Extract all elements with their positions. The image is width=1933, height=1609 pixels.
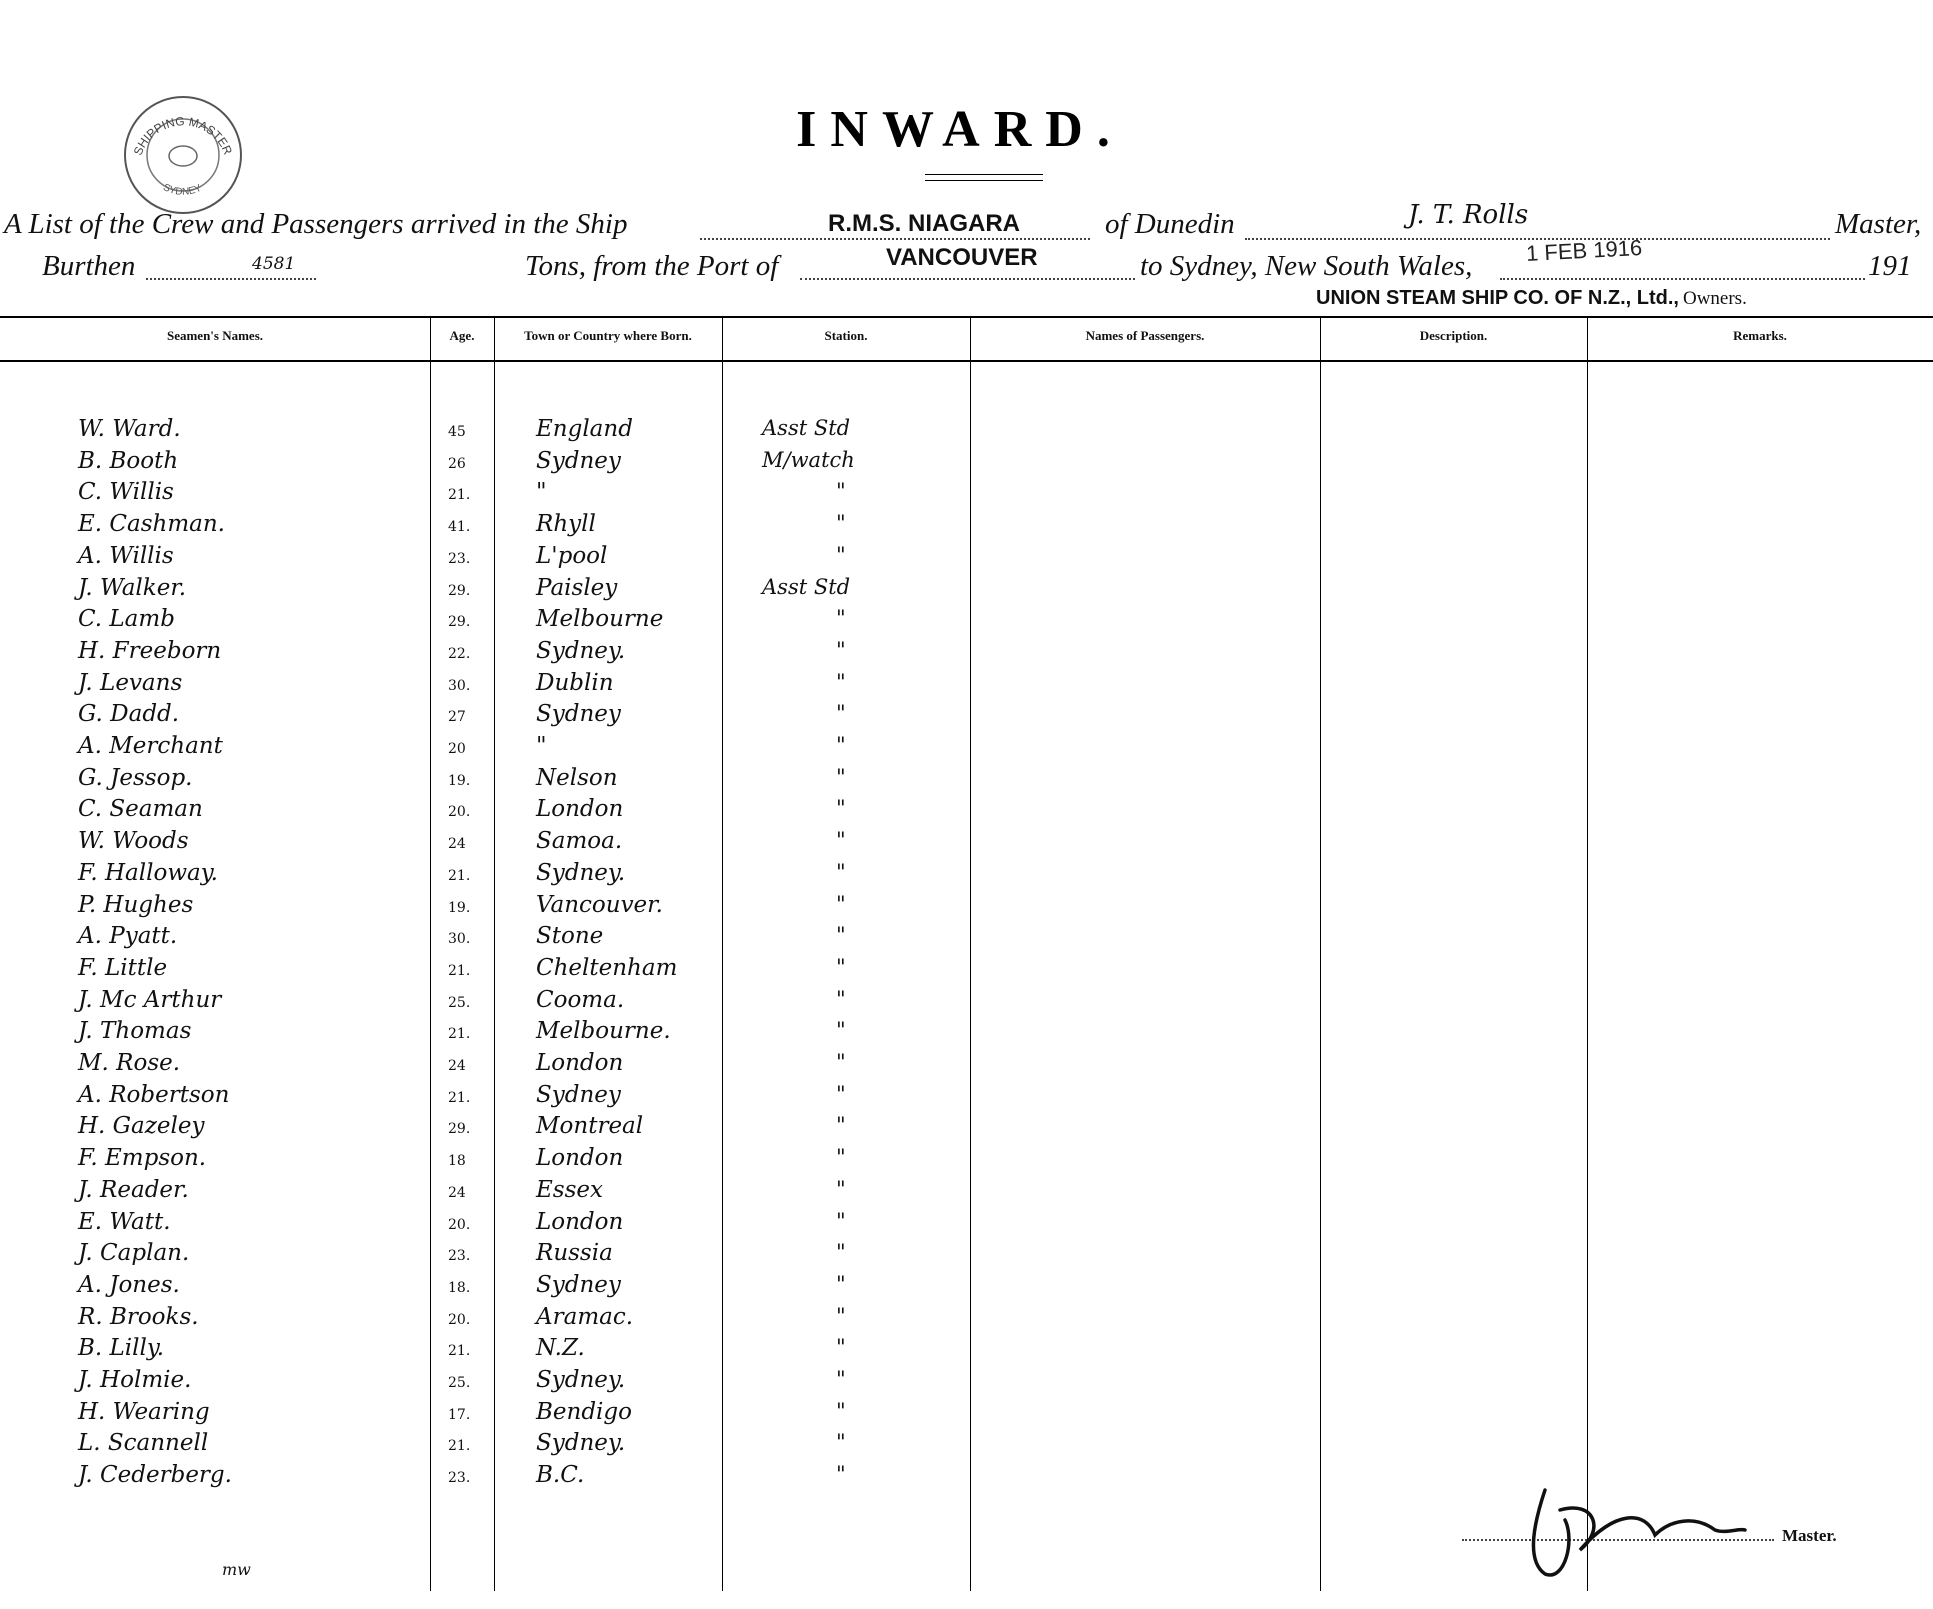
seaman-birthplace: Nelson <box>536 764 618 791</box>
seaman-age: 30. <box>448 677 471 694</box>
seaman-name: J. Levans <box>78 669 183 696</box>
col-divider <box>1320 316 1321 1591</box>
seaman-name: W. Woods <box>78 828 189 855</box>
ship-name-dots <box>700 238 1090 240</box>
seaman-birthplace: B.C. <box>536 1462 585 1489</box>
year-suffix: 191 <box>1868 250 1912 282</box>
seaman-station: " <box>836 891 846 916</box>
seaman-name: C. Willis <box>78 479 174 506</box>
seaman-name: H. Gazeley <box>78 1113 205 1140</box>
col-divider <box>430 316 431 1591</box>
tons-value: 4581 <box>252 254 296 274</box>
seaman-birthplace: England <box>536 416 633 442</box>
seaman-age: 21. <box>448 962 471 979</box>
seaman-age: 20. <box>448 804 471 821</box>
seaman-age: 19. <box>448 772 471 789</box>
seaman-age: 19. <box>448 899 471 916</box>
seaman-name: F. Halloway. <box>78 859 218 886</box>
seaman-age: 29. <box>448 582 471 599</box>
seaman-station: M/watch <box>762 447 855 472</box>
master-name: J. T. Rolls <box>1408 200 1529 230</box>
seaman-age: 22. <box>448 645 471 662</box>
seaman-station: " <box>836 1176 846 1201</box>
seaman-age: 24 <box>448 1058 466 1074</box>
seaman-age: 29. <box>448 1121 471 1138</box>
seaman-name: A. Willis <box>78 542 174 569</box>
seaman-birthplace: Melbourne <box>536 606 664 633</box>
seaman-station: " <box>836 1113 846 1138</box>
seaman-birthplace: London <box>536 796 624 823</box>
seaman-age: 18 <box>448 1153 466 1170</box>
seaman-name: F. Empson. <box>78 1145 207 1172</box>
seaman-name: J. Holmie. <box>78 1367 192 1393</box>
seaman-birthplace: Cooma. <box>536 986 625 1013</box>
seaman-age: 21. <box>448 1026 471 1043</box>
seaman-age: 17. <box>448 1406 471 1423</box>
seaman-station: " <box>836 669 846 694</box>
table-header-rule <box>0 360 1933 362</box>
seaman-birthplace: Sydney <box>536 1081 621 1108</box>
svg-text:SYDNEY: SYDNEY <box>161 182 204 198</box>
seaman-age: 23. <box>448 1248 471 1265</box>
seaman-station: " <box>836 1271 846 1296</box>
seaman-name: P. Hughes <box>78 891 194 918</box>
seaman-station: " <box>836 701 846 726</box>
seaman-birthplace: Stone <box>536 923 604 950</box>
seaman-birthplace: L'pool <box>536 542 608 569</box>
seaman-birthplace: Essex <box>536 1176 603 1203</box>
seaman-station: " <box>836 1018 846 1043</box>
list-heading: A List of the Crew and Passengers arrived in the Ship <box>4 208 628 240</box>
owners-line <box>1316 287 1747 310</box>
seaman-station: " <box>836 511 846 536</box>
seaman-station: " <box>836 1398 846 1423</box>
col-header-description: Description. <box>1419 328 1488 343</box>
seaman-birthplace: London <box>536 1050 624 1076</box>
seaman-station: " <box>836 828 846 853</box>
seaman-age: 23. <box>448 550 471 567</box>
seaman-name: A. Pyatt. <box>78 923 178 950</box>
seaman-station: Asst Std <box>762 574 851 599</box>
seaman-name: H. Wearing <box>78 1398 210 1425</box>
tons-from-label: Tons, from the Port of <box>525 250 779 282</box>
seaman-birthplace: Russia <box>536 1240 613 1267</box>
col-divider <box>722 316 723 1591</box>
master-label: Master, <box>1835 208 1922 240</box>
seaman-birthplace: London <box>536 1145 624 1172</box>
seaman-name: E. Watt. <box>78 1208 171 1235</box>
seaman-station: Asst Std <box>762 416 851 440</box>
seaman-name: B. Booth <box>78 447 179 474</box>
seaman-birthplace: Sydney. <box>536 859 626 886</box>
seaman-name: H. Freeborn <box>78 637 222 664</box>
seaman-name: W. Ward. <box>78 416 181 442</box>
port-name: VANCOUVER <box>886 244 1038 271</box>
seaman-age: 25. <box>448 994 471 1011</box>
seaman-station: " <box>836 796 846 821</box>
seaman-station: " <box>836 1081 846 1106</box>
seaman-birthplace: Sydney <box>536 701 621 728</box>
seaman-name: E. Cashman. <box>78 511 225 538</box>
seaman-age: 21. <box>448 867 471 884</box>
seaman-station: " <box>836 1430 846 1455</box>
seaman-birthplace: Vancouver. <box>536 891 663 918</box>
seaman-station: " <box>836 1303 846 1328</box>
seaman-birthplace: Rhyll <box>536 511 596 538</box>
seaman-station: " <box>836 733 846 757</box>
seaman-age: 20 <box>448 741 466 757</box>
col-header-town: Town or Country where Born. <box>524 328 692 343</box>
footer-master-label: Master. <box>1782 1526 1837 1545</box>
seaman-station: " <box>836 859 846 884</box>
table-top-rule <box>0 316 1933 318</box>
seaman-station: " <box>836 986 846 1011</box>
seaman-name: R. Brooks. <box>78 1303 199 1330</box>
to-sydney-label: to Sydney, New South Wales, <box>1140 250 1473 282</box>
seaman-station: " <box>836 1367 846 1391</box>
seaman-birthplace: Sydney. <box>536 1430 626 1457</box>
seaman-name: A. Merchant <box>78 733 223 759</box>
seaman-age: 24 <box>448 1184 466 1201</box>
seaman-station: " <box>836 606 846 631</box>
seaman-name: J. Thomas <box>78 1018 192 1045</box>
seaman-station: " <box>836 923 846 948</box>
seaman-birthplace: Melbourne. <box>536 1018 671 1045</box>
burthen-label: Burthen <box>42 250 136 282</box>
burthen-dots <box>146 278 316 280</box>
seaman-birthplace: Cheltenham <box>536 954 678 981</box>
seaman-birthplace: London <box>536 1208 624 1235</box>
seaman-age: 21. <box>448 1438 471 1455</box>
seaman-name: J. Reader. <box>78 1176 189 1203</box>
seaman-birthplace: Sydney <box>536 447 621 474</box>
seaman-birthplace: Bendigo <box>536 1398 632 1425</box>
seaman-station: " <box>836 1208 846 1233</box>
seaman-age: 18. <box>448 1279 471 1296</box>
date-dots <box>1500 278 1865 280</box>
shipping-master-stamp <box>122 94 244 216</box>
seaman-age: 21. <box>448 1343 471 1360</box>
seaman-name: J. Caplan. <box>78 1240 190 1267</box>
seaman-birthplace: N.Z. <box>536 1335 585 1362</box>
seaman-birthplace: Sydney. <box>536 1367 626 1393</box>
seaman-birthplace: Sydney. <box>536 637 626 664</box>
seaman-age: 24 <box>448 836 466 853</box>
seaman-birthplace: Montreal <box>536 1113 644 1140</box>
crew-table <box>0 316 1933 1591</box>
ship-name: R.M.S. NIAGARA <box>828 210 1020 237</box>
seaman-age: 21. <box>448 1089 471 1106</box>
seaman-name: G. Dadd. <box>78 701 180 728</box>
port-dots <box>800 278 1135 280</box>
col-divider <box>1587 316 1588 1591</box>
seaman-birthplace: Dublin <box>536 669 614 696</box>
title-rule-upper <box>925 174 1043 175</box>
seaman-age: 21. <box>448 487 471 504</box>
seaman-station: " <box>836 764 846 789</box>
seaman-birthplace: Sydney <box>536 1271 621 1298</box>
seaman-station: " <box>836 1335 846 1360</box>
seaman-birthplace: Samoa. <box>536 828 623 855</box>
col-header-remarks: Remarks. <box>1733 328 1787 343</box>
seaman-station: " <box>836 479 846 504</box>
seaman-age: 25. <box>448 1375 471 1391</box>
seaman-age: 30. <box>448 931 471 948</box>
document-title: INWARD. <box>796 101 1124 158</box>
seaman-age: 27 <box>448 709 466 726</box>
seaman-name: F. Little <box>78 954 168 981</box>
seaman-age: 20. <box>448 1311 471 1328</box>
col-header-passengers: Names of Passengers. <box>1085 328 1205 343</box>
seaman-name: A. Jones. <box>78 1271 180 1298</box>
seaman-name: A. Robertson <box>78 1081 230 1108</box>
seaman-station: " <box>836 1145 846 1170</box>
company-name: UNION STEAM SHIP CO. OF N.Z., Ltd., <box>1316 287 1679 309</box>
seaman-station: " <box>836 1050 846 1074</box>
seaman-name: J. Cederberg. <box>78 1462 232 1489</box>
seaman-station: " <box>836 1240 846 1265</box>
svg-text:SHIPPING MASTER: SHIPPING MASTER <box>130 114 236 158</box>
date-stamp: 1 FEB 1916 <box>1525 234 1643 267</box>
col-header-station: Station. <box>824 328 868 343</box>
seaman-age: 26 <box>448 455 466 472</box>
seaman-station: " <box>836 954 846 979</box>
seaman-birthplace: " <box>536 733 547 759</box>
seaman-name: L. Scannell <box>78 1430 209 1457</box>
title-rule-lower <box>925 180 1043 181</box>
seaman-name: B. Lilly. <box>78 1335 165 1362</box>
margin-mark: mw <box>222 1560 251 1579</box>
col-divider <box>970 316 971 1591</box>
seaman-age: 45 <box>448 424 466 440</box>
seaman-name: J. Walker. <box>78 574 187 601</box>
seaman-name: M. Rose. <box>78 1050 181 1076</box>
of-port-label: of Dunedin <box>1105 208 1235 240</box>
seaman-name: G. Jessop. <box>78 764 193 791</box>
seaman-station: " <box>836 1462 846 1487</box>
seaman-age: 29. <box>448 614 471 631</box>
seaman-age: 41. <box>448 519 471 536</box>
master-signature <box>1505 1470 1755 1590</box>
seaman-station: " <box>836 637 846 662</box>
col-divider <box>494 316 495 1591</box>
seaman-name: C. Seaman <box>78 796 203 823</box>
seaman-birthplace: Aramac. <box>536 1303 634 1330</box>
seaman-birthplace: Paisley <box>536 574 618 601</box>
seaman-birthplace: " <box>536 479 547 506</box>
col-header-age: Age. <box>449 328 475 343</box>
seaman-name: C. Lamb <box>78 606 175 633</box>
seaman-name: J. Mc Arthur <box>78 986 222 1013</box>
seaman-station: " <box>836 542 846 567</box>
col-header-seamen-names: Seamen's Names. <box>166 328 264 343</box>
seaman-age: 23. <box>448 1470 471 1487</box>
owners-label: Owners. <box>1682 288 1747 309</box>
seaman-age: 20. <box>448 1216 471 1233</box>
